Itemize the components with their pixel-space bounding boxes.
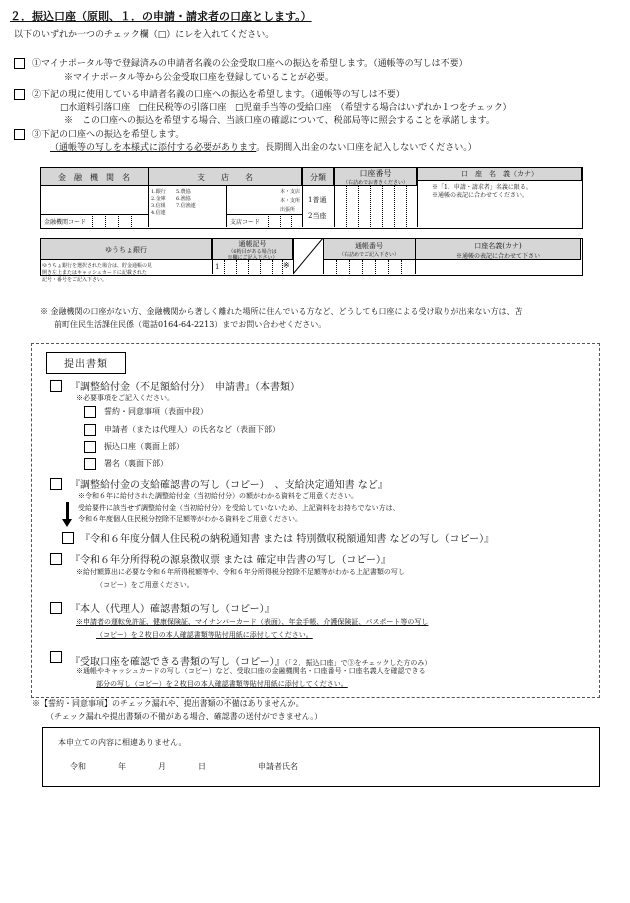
item4-note-2: （コピー）を２枚目の本人確認書類等貼付用紙に添付してください。 — [96, 631, 313, 639]
sub-item-3-checkbox[interactable] — [84, 441, 96, 453]
type-bank[interactable]: 1.銀行 — [151, 189, 166, 195]
type-nokyo[interactable]: 5.農協 — [176, 189, 191, 195]
item3-checkbox[interactable] — [50, 553, 62, 565]
sub-item-1: 誓約・同意事項（表面中段） — [104, 407, 208, 416]
sub-item-2: 申請者（または代理人）の氏名など（表面下部） — [104, 425, 280, 434]
sub-item-2-checkbox[interactable] — [84, 424, 96, 436]
branch-name-header: 支 店 名 — [197, 173, 253, 182]
option1-checkbox[interactable] — [14, 58, 25, 69]
section-title: ２．振込口座（原則、１．の申請・請求者の口座とします。） — [10, 10, 312, 23]
holder-note-2: ※通帳の表記に合わせてください。 — [432, 192, 529, 199]
yucho-number-note: （右詰めでご記入下さい） — [338, 252, 399, 258]
item2-note-3: 令和６年度個人住民税分控除不足額等がわかる資料をご用意ください。 — [78, 515, 302, 523]
item1-text: 『調整給付金（不足額給付分） 申請書』（本書類） — [70, 382, 300, 393]
option3-text: ③下記の口座への振込を希望します。 — [32, 130, 185, 140]
item3-note-2: （コピー）をご用意ください。 — [96, 581, 194, 589]
option2-text: ②下記の現に使用している申請者名義の口座への振込を希望します。（通帳等の写しは不要） — [32, 90, 405, 100]
option1-text: ①マイナポータル等で登録済みの申請者名義の公金受取口座への振込を希望します。（通帳等の写しは不要） — [32, 59, 468, 69]
account-number-header: 口座番号 — [359, 169, 392, 178]
bank-name-header: 金 融 機 関 名 — [58, 173, 130, 182]
warning-line-2: （チェック漏れや提出書類の不備がある場合、確認書の送付ができません。） — [46, 712, 323, 721]
type-kinko[interactable]: 2.金庫 — [151, 196, 166, 202]
month-label[interactable]: 月 — [158, 762, 166, 771]
sub-item-4-checkbox[interactable] — [84, 458, 96, 470]
type-shinkumi[interactable]: 3.信組 — [151, 203, 166, 209]
sub-item-3: 振込口座（裏面上部） — [104, 442, 184, 451]
branch-type-sub[interactable]: 本・支所 — [280, 198, 301, 204]
declaration-box — [42, 727, 600, 787]
account-holder-header: 口 座 名 義（カナ） — [461, 170, 538, 178]
item4-checkbox[interactable] — [50, 602, 62, 614]
down-arrow-shaft — [66, 502, 69, 520]
item2-checkbox[interactable] — [50, 478, 62, 490]
bank-code-label: 金融機関コード — [44, 219, 87, 226]
item5-text: 『受取口座を確認できる書類の写し（コピー）』（「２．振込口座」で③をチェックした方のみ） — [70, 657, 432, 668]
item2b-checkbox[interactable] — [62, 532, 74, 544]
item5-checkbox[interactable] — [50, 651, 62, 663]
year-label[interactable]: 年 — [118, 762, 126, 771]
warning-line-1: ※【誓約・同意事項】のチェック漏れや、提出書類の不備はありませんか。 — [32, 699, 304, 708]
option3-checkbox[interactable] — [14, 129, 25, 140]
footnote-line-1: ※ 金融機関の口座がない方、金融機関から著しく離れた場所に住んでいる方など、どうしても口座による受け取りが出来ない方は、苫 — [40, 307, 523, 316]
type-ordinary[interactable]: 1普通 — [308, 196, 327, 204]
item2-text: 『調整給付金の支給確認書の写し（コピー） 、支給決定通知書 など』 — [70, 480, 388, 491]
documents-title: 提出書類 — [64, 359, 108, 370]
item2b-text: 『令和６年度分個人住民税の納税通知書 または 特別徴収税額通知書 などの写し（コピー）』 — [80, 534, 495, 545]
item1-checkbox[interactable] — [50, 380, 62, 392]
type-gyokyo[interactable]: 6.漁協 — [176, 196, 191, 202]
sub-item-1-checkbox[interactable] — [84, 406, 96, 418]
holder-note-1: ※「1．申請・請求者」名義に限る。 — [432, 184, 532, 191]
day-label[interactable]: 日 — [198, 762, 206, 771]
down-arrow-icon — [62, 519, 72, 527]
branch-type-office[interactable]: 出張所 — [280, 207, 296, 213]
yucho-note-3: 記号・番号をご記入下さい。 — [42, 277, 108, 283]
yucho-kigo-first-digit: 1 — [215, 263, 220, 271]
type-shinren[interactable]: 4.信連 — [151, 210, 166, 216]
yucho-note-1: ゆうちょ銀行を選択された場合は、貯金通帳の見 — [42, 263, 153, 269]
item4-text: 『本人（代理人）確認書類の写し（コピー）』 — [70, 604, 275, 615]
type-header: 分類 — [310, 173, 326, 182]
item5-note-1: ※通帳やキャッシュカードの写し（コピー）など、受取口座の金融機関名・口座番号・口座名義人を確認できる — [76, 667, 426, 675]
option2-checkbox[interactable] — [14, 89, 25, 100]
option2-subchoices[interactable]: □水道料引落口座 □住民税等の引落口座 □児童手当等の受給口座 （希望する場合はいずれか１つをチェック） — [60, 103, 512, 113]
item4-note-1: ※申請者の運転免許証、健康保険証、マイナンバーカード（表面）、年金手帳、介護保険証、パスポート等の写し — [76, 618, 429, 626]
option2-note: ※ この口座への振込を希望する場合、当該口座の確認について、税部局等に照会することを承諾します。 — [64, 116, 495, 126]
account-number-subheader: （右詰めでお書きください） — [342, 180, 408, 186]
yucho-bank-header: ゆうちょ銀行 — [105, 246, 147, 254]
item3-text: 『令和６年分所得税の源泉徴収票 または 確定申告書の写し（コピー）』 — [70, 555, 391, 566]
option3-note: （通帳等の写しを本様式に添付する必要があります。長期間入出金のない口座を記入しないでください。） — [50, 143, 477, 153]
type-shingyoren[interactable]: 7.信漁連 — [176, 203, 196, 209]
applicant-name-label[interactable]: 申請者氏名 — [258, 762, 298, 771]
type-checking[interactable]: 2当座 — [308, 212, 327, 220]
item3-note-1: ※給付額算出に必要な令和６年所得税額等や、令和６年分所得税分控除不足額等がわかる上記書類の写し — [76, 568, 405, 576]
yucho-kigo-note-2: ※欄にご記入下さい） — [227, 255, 278, 261]
yucho-number-header: 通帳番号 — [355, 242, 383, 250]
item1-note: ※必要事項をご記入ください。 — [76, 394, 174, 402]
item5-note-2: 部分の写し（コピー）を２枚目の本人確認書類等貼付用紙に添付してください。 — [96, 680, 348, 688]
sub-item-4: 署名（裏面下部） — [104, 459, 168, 468]
yucho-kigo-header: 通帳記号 — [238, 240, 267, 248]
diagonal-slash — [293, 238, 324, 275]
instruction-text: 以下のいずれか一つのチェック欄（□）にレを入れてください。 — [14, 30, 275, 40]
item2-note-1: ※令和６年に給付された調整給付金（当初給付分）の額がわかる資料をご用意ください。 — [78, 492, 358, 500]
yucho-note-2: 開き左上またはキャッシュカードに記載された — [42, 270, 147, 276]
yucho-kigo-note-1: （6桁目がある場合は — [228, 249, 277, 255]
era-label: 令和 — [70, 762, 86, 771]
branch-code-label: 支店コード — [230, 219, 261, 226]
option1-note: ※マイナポータル等から公金受取口座を登録していることが必要。 — [64, 73, 334, 83]
footnote-line-2: 前町住民生活課住民係（電話0164-64-2213）までお問い合わせください。 — [54, 320, 327, 329]
branch-type-main[interactable]: 本・支店 — [280, 189, 301, 195]
declaration-text: 本申立ての内容に相違ありません。 — [58, 738, 187, 747]
item2-note-2: 受給要件に該当せず調整給付金（当初給付分）を受給していないため、上記資料をお持ちでない方は、 — [78, 504, 400, 512]
yucho-holder-header: 口座名義(カナ) — [474, 242, 522, 250]
yucho-kigo-mark: ※ — [283, 261, 290, 270]
yucho-holder-note: ※通帳の表記に合わせて下さい — [455, 253, 540, 260]
